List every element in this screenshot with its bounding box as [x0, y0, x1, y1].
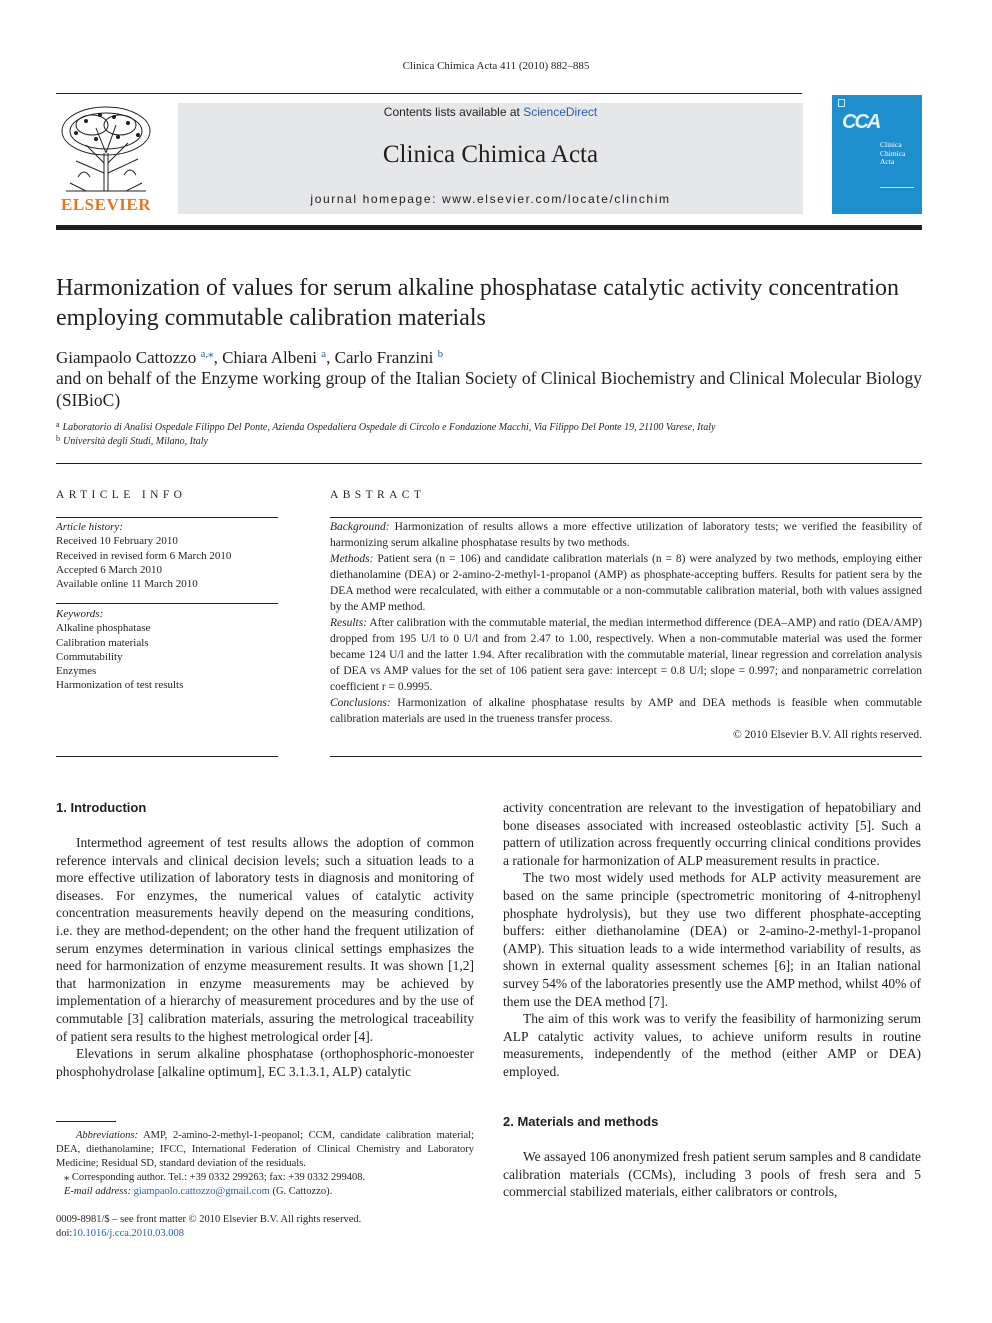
abstract-methods	[330, 551, 922, 615]
cover-title-line: Chimica	[880, 148, 906, 158]
doi-line	[56, 1227, 361, 1241]
author-separator: ,	[326, 348, 335, 367]
history-label: Article history:	[56, 521, 123, 533]
author-affiliation-mark[interactable]: a,⁎	[200, 348, 214, 360]
footnote-text: AMP, 2-amino-2-methyl-1-peopanol; CCM, candidate calibration material; DEA, diethanolamine; IFCC, International Federation of Clinical Chemistry and Laboratory Medicine; Residual SD, standard deviation of the residuals.	[56, 1130, 474, 1169]
paragraph: We assayed 106 anonymized fresh patient serum samples and 8 candidate calibration materials (CCMs), including 3 pools of fresh sera and 5 commercial stabilized materials, either calibrators or controls,	[503, 1149, 921, 1200]
abstract-rule	[330, 517, 922, 518]
footnotes	[56, 1129, 474, 1199]
author-name: Carlo Franzini	[334, 348, 434, 367]
author-affiliation-mark[interactable]: a	[321, 348, 327, 360]
email-link[interactable]: giampaolo.cattozzo@gmail.com	[133, 1186, 270, 1197]
affiliation-text: Università degli Studi, Milano, Italy	[63, 436, 208, 447]
cover-monogram: CCA	[842, 111, 880, 133]
elsevier-wordmark: ELSEVIER	[61, 195, 151, 214]
abstract-background	[330, 519, 922, 551]
history-item: Received in revised form 6 March 2010	[56, 549, 232, 562]
abstract-conclusions	[330, 695, 922, 727]
doi-prefix: doi:	[56, 1228, 73, 1239]
footnote-rule	[56, 1121, 116, 1122]
cover-publisher-mark	[838, 99, 845, 107]
abstract-text: Harmonization of results allows a more effective utilization of laboratory tests; we verified the feasibility of harmonizing serum alkaline phosphatase results by two methods.	[330, 521, 922, 549]
paragraph: The aim of this work was to verify the feasibility of harmonizing serum ALP catalytic activity values, to achieve uniform results in routine measurements, independently of the method (either AMP or DEA) employed.	[503, 1011, 921, 1079]
author-separator: ,	[213, 348, 223, 367]
author-name: Chiara Albeni	[222, 348, 318, 367]
abstract-text: Harmonization of alkaline phosphatase results by AMP and DEA methods is feasible when commutable calibration materials are used in the trueness transfer process.	[330, 697, 922, 725]
issn-line: 0009-8981/$ – see front matter © 2010 Elsevier B.V. All rights reserved.	[56, 1214, 362, 1225]
journal-cover	[832, 95, 922, 214]
affiliation-mark: a	[56, 420, 60, 429]
article-info-heading: ARTICLE INFO	[56, 489, 187, 501]
footnote-email	[56, 1185, 474, 1199]
author-affiliation-mark[interactable]: b	[437, 348, 444, 360]
history-item: Available online 11 March 2010	[56, 578, 198, 591]
abstract-results	[330, 615, 922, 695]
abstract-text: Patient sera (n = 106) and candidate calibration materials (n = 8) were analyzed by two methods, employing either diethanolamine (DEA) or 2-amino-2-methyl-1-propanol (AMP) as phosphate-accepting buffers. Results for patient sera by the DEA method were recalculated, with either a commutable or a non-commutable calibration material, both with values assigned by the AMP method.	[330, 553, 922, 613]
cover-title-line: Clinica	[880, 140, 902, 149]
homepage-prefix: journal homepage:	[310, 192, 442, 206]
section-heading: 1. Introduction	[56, 800, 147, 815]
abstract-heading: ABSTRACT	[330, 489, 426, 501]
affiliation	[56, 420, 715, 433]
abstract-label: Results:	[330, 617, 368, 629]
cover-title-line: Acta	[880, 157, 895, 166]
abstract-rule	[330, 756, 922, 757]
front-matter	[56, 1213, 361, 1241]
contents-line	[178, 105, 803, 119]
author-name: Giampaolo Cattozzo	[56, 348, 197, 367]
methods-text	[503, 1148, 921, 1201]
homepage-line	[178, 192, 803, 206]
affiliation-text: Laboratorio di Analisi Ospedale Filippo Del Ponte, Azienda Ospedaliera Ospedale di Circolo e Fondazione Macchi, Via Filippo Del Ponte 19, 21100 Varese, Italy	[62, 422, 716, 433]
on-behalf-line: and on behalf of the Enzyme working group of the Italian Society of Clinical Biochemistry and Clinical Molecular Biology (SIBioC)	[56, 368, 922, 410]
abstract-label: Conclusions:	[330, 697, 391, 709]
affiliation-mark: b	[56, 434, 60, 443]
keyword-item: Harmonization of test results	[56, 679, 184, 692]
article-info-rule	[56, 517, 278, 518]
abstract-label: Methods:	[330, 553, 374, 565]
affiliation	[56, 434, 208, 447]
journal-citation: Clinica Chimica Acta 411 (2010) 882–885	[402, 60, 590, 72]
history-item: Received 10 February 2010	[56, 535, 178, 548]
footnote-text: (G. Cattozzo).	[269, 1186, 333, 1197]
cover-rule	[880, 187, 914, 188]
paragraph: The two most widely used methods for ALP activity measurement are based on the same principle (spectrometric monitoring of 4-nitrophenyl phosphate hydrolysis), but they use two different phosphate-accepting buffers: either diethanolamine (DEA) or 2-amino-2-methyl-1-propanol (AMP). This situation leads to a wide intermethod variability of results, as shown in external quality assessment schemes [6]; in an Italian national survey 54% of the laboratories presently use the AMP method, whilst 40% of them use the DEA method [7].	[503, 870, 921, 1009]
abstract-label: Background:	[330, 521, 390, 533]
affiliation-rule	[56, 463, 922, 464]
elsevier-tree-icon	[56, 103, 156, 195]
abstract-copyright: © 2010 Elsevier B.V. All rights reserved.	[733, 729, 922, 741]
keyword-item: Commutability	[56, 650, 123, 663]
paragraph: activity concentration are relevant to the investigation of hepatobiliary and bone diseases associated with increased osteoblastic activity [5]. Such a pattern of utilization across frequently occurring clinical conditions provides a rationale for harmonization of ALP measurement results in practice.	[503, 800, 921, 868]
keyword-item: Alkaline phosphatase	[56, 622, 151, 635]
journal-masthead	[178, 103, 803, 214]
contents-prefix: Contents lists available at	[383, 105, 524, 119]
article-history	[56, 520, 231, 591]
section-heading: 2. Materials and methods	[503, 1114, 659, 1129]
keyword-item: Enzymes	[56, 665, 97, 678]
keywords-label: Keywords:	[56, 608, 104, 620]
intro-text-continued	[503, 799, 921, 1081]
history-item: Accepted 6 March 2010	[56, 563, 162, 576]
cover-title	[880, 141, 905, 167]
intro-text	[56, 834, 474, 1080]
abstract-body	[330, 519, 922, 743]
elsevier-logo	[56, 103, 156, 215]
doi-link[interactable]: 10.1016/j.cca.2010.03.008	[72, 1228, 185, 1239]
footnote-label: Abbreviations:	[76, 1130, 139, 1141]
header-rule	[56, 93, 802, 94]
article-info-rule	[56, 756, 278, 757]
footnote-corresponding: ⁎ Corresponding author. Tel.: +39 0332 299263; fax: +39 0332 299408.	[64, 1172, 366, 1183]
footnote-abbreviations	[56, 1129, 474, 1171]
paragraph: Elevations in serum alkaline phosphatase (orthophosphoric-monoester phosphohydrolase [alkaline optimum], EC 3.1.3.1, ALP) catalytic	[56, 1046, 474, 1079]
footnote-label: E-mail address:	[64, 1186, 131, 1197]
article-info-rule	[56, 603, 278, 604]
keywords	[56, 607, 183, 693]
author-list	[56, 343, 922, 369]
header-thick-rule	[56, 225, 922, 230]
paragraph: Intermethod agreement of test results allows the adoption of common reference intervals and clinical decision levels; such a situation leads to a more effective utilization of laboratory tests in diagnosis and monitoring of diseases. For enzymes, the numerical values of catalytic activity concentration measurements heavily depend on the measuring conditions, i.e. they are method-dependent; on the other hand the frequent utilization of serum enzymes determination in various clinical settings emphasizes the need for harmonization of enzyme measurement results. It was shown [1,2] that harmonization in enzyme measurements may be achieved by implementation of a hierarchy of measurement procedures and by the use of commutable [3] calibration materials, assuring the metrological traceability of patient sera results to the highest metrological order [4].	[56, 835, 474, 1044]
journal-name: Clinica Chimica Acta	[382, 141, 599, 168]
keyword-item: Calibration materials	[56, 636, 149, 649]
article-title: Harmonization of values for serum alkaline phosphatase catalytic activity concentration employing commutable calibration materials	[56, 275, 900, 331]
sciencedirect-link[interactable]: ScienceDirect	[523, 105, 598, 119]
abstract-text: After calibration with the commutable material, the median intermethod difference (DEA–AMP) and ratio (DEA/AMP) dropped from 195 U/l to 0 U/l and from 2.47 to 1.00, respectively. When a non-commutable material was used the former became 124 U/l and the latter 1.94. After recalibration with the commutable material, linear regression and correlation analysis of DEA vs AMP values for the set of 106 patient sera gave: intercept = 0.8 U/l; slope = 0.997; and nonparametric correlation coefficient r = 0.9995.	[330, 617, 922, 693]
homepage-url-link[interactable]: www.elsevier.com/locate/clinchim	[441, 192, 671, 206]
